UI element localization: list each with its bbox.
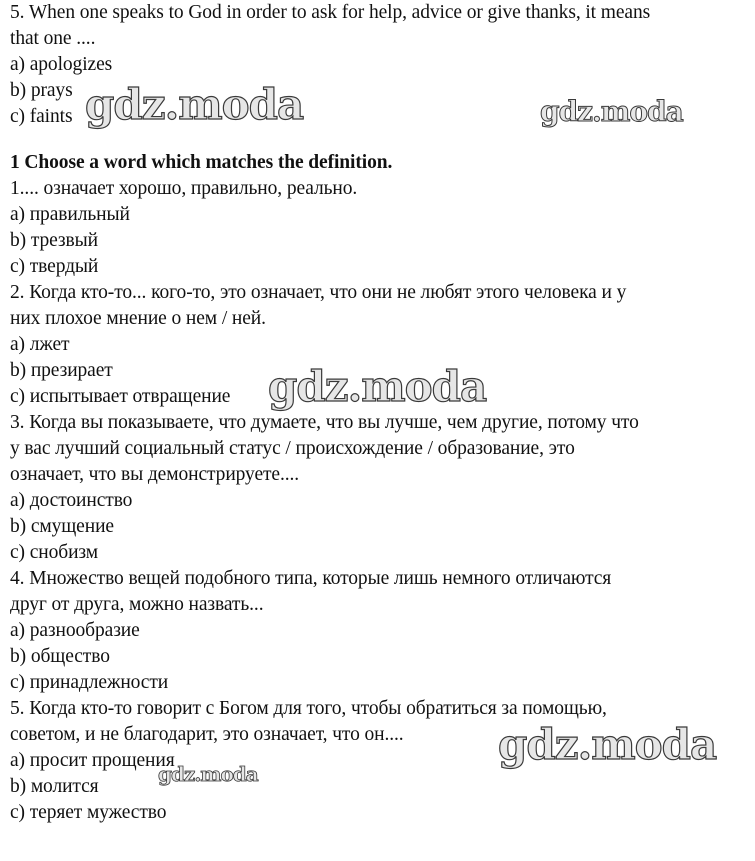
question-text: советом, и не благодарит, это означает, что он.... bbox=[10, 724, 404, 745]
question-text: них плохое мнение о нем / ней. bbox=[10, 308, 266, 329]
option-b: b) смущение bbox=[10, 516, 114, 537]
question-text: 5. Когда кто-то говорит с Богом для того, чтобы обратиться за помощью, bbox=[10, 698, 607, 719]
option-c: c) теряет мужество bbox=[10, 802, 167, 823]
question-text: 4. Множество вещей подобного типа, которые лишь немного отличаются bbox=[10, 568, 612, 589]
option-a: a) лжет bbox=[10, 334, 70, 355]
option-b: b) презирает bbox=[10, 360, 113, 381]
watermark-logo: gdz.moda bbox=[268, 362, 487, 411]
question-1 bbox=[10, 176, 752, 280]
question-text: that one .... bbox=[10, 28, 96, 49]
question-text: у вас лучший социальный статус / происхождение / образование, это bbox=[10, 438, 575, 459]
option-b: b) prays bbox=[10, 80, 73, 101]
option-c: c) faints bbox=[10, 106, 73, 127]
question-4 bbox=[10, 566, 752, 696]
watermark-logo: gdz.moda bbox=[158, 762, 258, 786]
question-text: 2. Когда кто-то... кого-то, это означает, что они не любят этого человека и у bbox=[10, 282, 627, 303]
option-a: a) apologizes bbox=[10, 54, 113, 75]
question-3 bbox=[10, 410, 752, 566]
section-heading: 1 Choose a word which matches the definition. bbox=[10, 152, 393, 173]
watermark-logo: gdz.moda bbox=[540, 95, 683, 128]
question-text: друг от друга, можно назвать... bbox=[10, 594, 264, 615]
watermark-logo: gdz.moda bbox=[498, 720, 717, 769]
option-c: c) твердый bbox=[10, 256, 99, 277]
watermark-logo: gdz.moda bbox=[85, 80, 304, 129]
option-c: c) испытывает отвращение bbox=[10, 386, 231, 407]
option-a: a) просит прощения bbox=[10, 750, 175, 771]
option-a: a) разнообразие bbox=[10, 620, 140, 641]
option-b: b) молится bbox=[10, 776, 99, 797]
question-text: означает, что вы демонстрируете.... bbox=[10, 464, 300, 485]
option-a: a) достоинство bbox=[10, 490, 133, 511]
option-b: b) общество bbox=[10, 646, 110, 667]
option-a: a) правильный bbox=[10, 204, 130, 225]
question-text: 5. When one speaks to God in order to ask for help, advice or give thanks, it means bbox=[10, 2, 651, 23]
question-text: 1.... означает хорошо, правильно, реально. bbox=[10, 178, 358, 199]
option-c: c) принадлежности bbox=[10, 672, 169, 693]
option-b: b) трезвый bbox=[10, 230, 98, 251]
option-c: c) снобизм bbox=[10, 542, 98, 563]
question-text: 3. Когда вы показываете, что думаете, что вы лучше, чем другие, потому что bbox=[10, 412, 639, 433]
